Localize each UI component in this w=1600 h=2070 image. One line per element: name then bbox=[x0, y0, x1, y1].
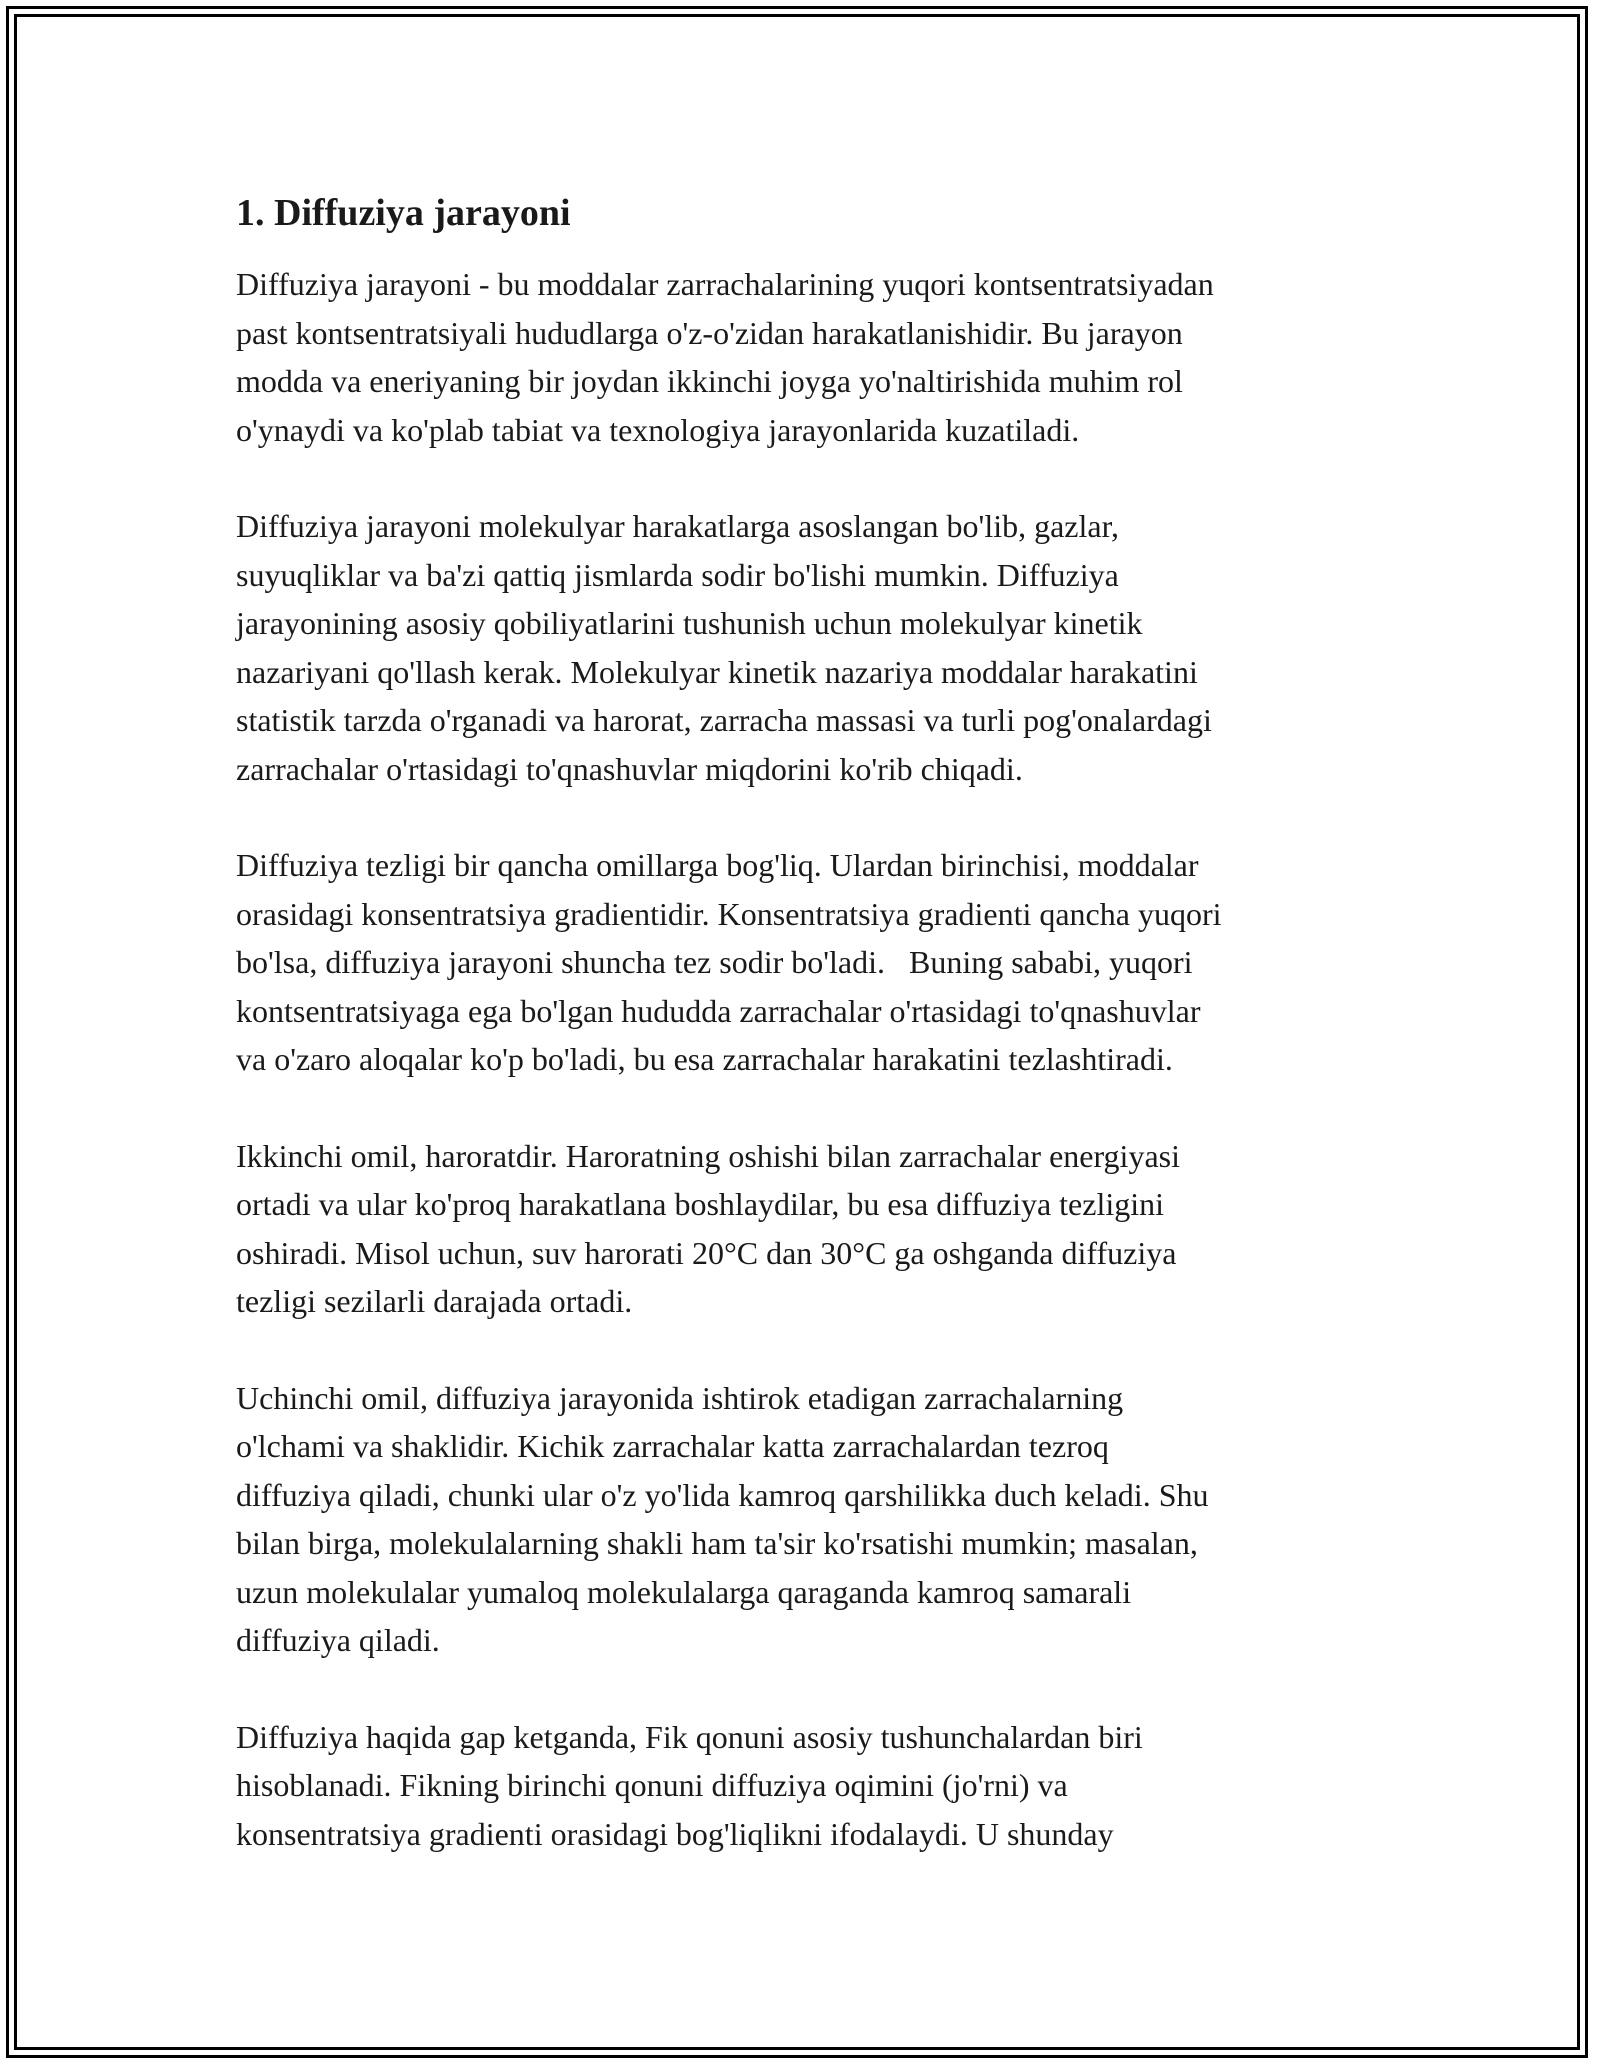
text-line: va o'zaro aloqalar ko'p bo'ladi, bu esa zarrachalar harakatini tezlashtiradi. bbox=[236, 1041, 1173, 1077]
text-line: zarrachalar o'rtasidagi to'qnashuvlar miqdorini ko'rib chiqadi. bbox=[236, 750, 1023, 787]
text-line: uzun molekulalar yumaloq molekulalarga qaraganda kamroq samarali bbox=[236, 1573, 1132, 1610]
paragraph-6 bbox=[236, 1713, 1376, 1859]
paragraph-2 bbox=[236, 502, 1376, 793]
text-line: oshiradi. Misol uchun, suv harorati 20°C dan 30°C ga oshganda diffuziya bbox=[236, 1234, 1177, 1271]
text-line: nazariyani qo'llash kerak. Molekulyar kinetik nazariya moddalar harakatini bbox=[236, 653, 1198, 690]
text-line: o'lchami va shaklidir. Kichik zarrachalar katta zarrachalardan tezroq bbox=[236, 1428, 1109, 1464]
paragraph-4 bbox=[236, 1132, 1376, 1326]
text-line: Diffuziya jarayoni molekulyar harakatlarga asoslangan bo'lib, gazlar, bbox=[236, 508, 1119, 544]
page-title: 1. Diffuziya jarayoni bbox=[236, 192, 571, 234]
text-line: jarayonining asosiy qobiliyatlarini tushunish uchun molekulyar kinetik bbox=[236, 605, 1143, 641]
text-line: ortadi va ular ko'proq harakatlana boshlaydilar, bu esa diffuziya tezligini bbox=[236, 1186, 1165, 1222]
document-body bbox=[236, 186, 1376, 1906]
text-line: konsentratsiya gradienti orasidagi bog'liqlikni ifodalaydi. U shunday bbox=[236, 1815, 1114, 1852]
text-line: statistik tarzda o'rganadi va harorat, zarracha massasi va turli pog'onalardagi bbox=[236, 702, 1212, 738]
text-line: bilan birga, molekulalarning shakli ham ta'sir ko'rsatishi mumkin; masalan, bbox=[236, 1525, 1198, 1561]
text-line: Diffuziya haqida gap ketganda, Fik qonuni asosiy tushunchalardan biri bbox=[236, 1718, 1143, 1755]
text-line: diffuziya qiladi, chunki ular o'z yo'lida kamroq qarshilikka duch keladi. Shu bbox=[236, 1476, 1209, 1513]
paragraph-5 bbox=[236, 1374, 1376, 1665]
text-line: o'ynaydi va ko'plab tabiat va texnologiya jarayonlarida kuzatiladi. bbox=[236, 411, 1080, 448]
text-line: orasidagi konsentratsiya gradientidir. Konsentratsiya gradienti qancha yuqori bbox=[236, 895, 1222, 932]
text-line: Uchinchi omil, diffuziya jarayonida ishtirok etadigan zarrachalarning bbox=[236, 1379, 1124, 1416]
text-line: Diffuziya jarayoni - bu moddalar zarrachalarining yuqori kontsentratsiyadan bbox=[236, 266, 1214, 302]
text-line: bo'lsa, diffuziya jarayoni shuncha tez sodir bo'ladi. Buning sababi, yuqori bbox=[236, 944, 1193, 980]
text-line: Ikkinchi omil, haroratdir. Haroratning oshishi bilan zarrachalar energiyasi bbox=[236, 1137, 1180, 1174]
text-line: diffuziya qiladi. bbox=[236, 1622, 440, 1658]
text-line: hisoblanadi. Fikning birinchi qonuni diffuziya oqimini (jo'rni) va bbox=[236, 1767, 1068, 1803]
text-line: suyuqliklar va ba'zi qattiq jismlarda sodir bo'lishi mumkin. Diffuziya bbox=[236, 556, 1119, 593]
paragraph-3 bbox=[236, 841, 1376, 1084]
text-line: modda va eneriyaning bir joydan ikkinchi joyga yo'naltirishida muhim rol bbox=[236, 363, 1183, 399]
text-line: kontsentratsiyaga ega bo'lgan hududda zarrachalar o'rtasidagi to'qnashuvlar bbox=[236, 992, 1201, 1029]
text-line: past kontsentratsiyali hududlarga o'z-o'zidan harakatlanishidir. Bu jarayon bbox=[236, 314, 1183, 351]
text-line: Diffuziya tezligi bir qancha omillarga bog'liq. Ulardan birinchisi, moddalar bbox=[236, 847, 1199, 883]
paragraph-1 bbox=[236, 260, 1376, 454]
text-line: tezligi sezilarli darajada ortadi. bbox=[236, 1283, 633, 1319]
